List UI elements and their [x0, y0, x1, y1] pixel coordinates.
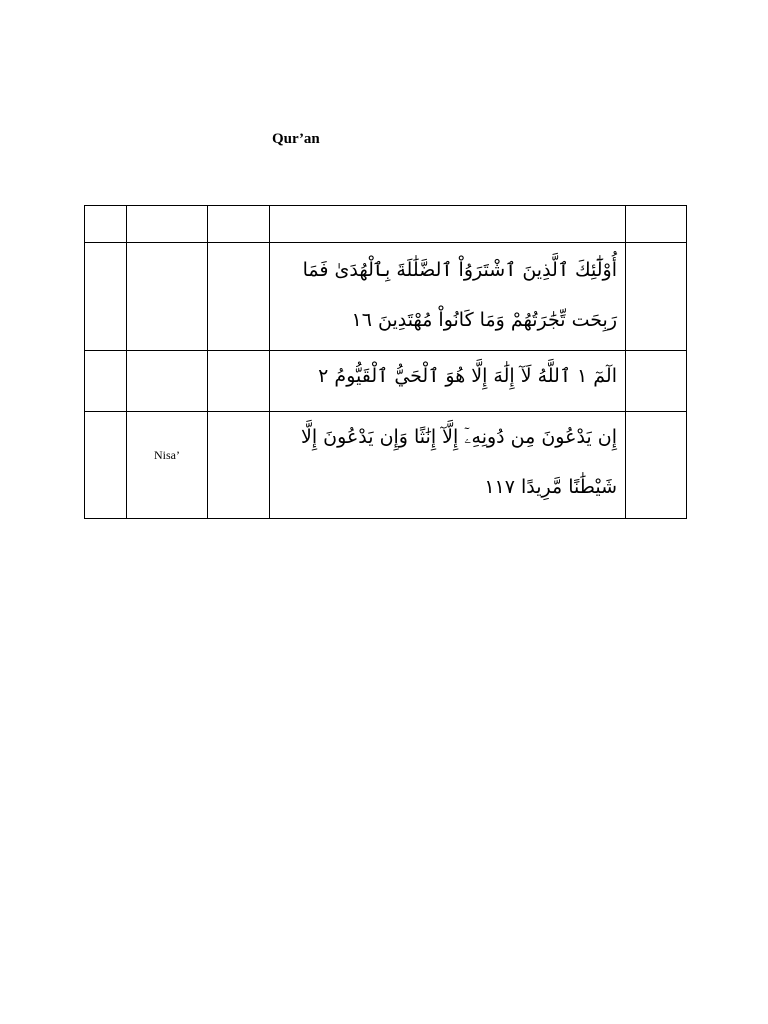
table-row [85, 351, 687, 412]
quran-verse-table [84, 205, 687, 519]
table-row [85, 243, 687, 351]
table-header-row [85, 206, 687, 243]
table-row [85, 412, 687, 519]
header-cell [85, 206, 127, 243]
verse-ref-cell [208, 243, 270, 351]
surah-name [127, 243, 207, 279]
notes-cell [626, 412, 687, 519]
surah-name: Nisa’ [154, 448, 180, 462]
verse-ref-cell [208, 351, 270, 412]
arabic-verse: إِن يَدْعُونَ مِن دُونِهِۦٓ إِلَّآ إِنَٰثًا وَإِن يَدْعُونَ إِلَّا شَيْطَٰنًا مَّرِيدًا ١١٧ [301, 426, 617, 498]
header-cell [127, 206, 208, 243]
notes-cell [626, 243, 687, 351]
number-cell [85, 243, 127, 351]
number-cell [85, 351, 127, 412]
surah-name [127, 351, 207, 387]
header-cell [270, 206, 626, 243]
arabic-cell [270, 243, 626, 351]
header-cell [208, 206, 270, 243]
surah-cell [127, 412, 208, 519]
arabic-verse: الٓمٓ ١ ٱللَّهُ لَآ إِلَٰهَ إِلَّا هُوَ ٱلْحَيُّ ٱلْقَيُّومُ ٢ [318, 365, 617, 387]
surah-cell [127, 351, 208, 412]
verse-ref-cell [208, 412, 270, 519]
arabic-verse: أُوْلَٰٓئِكَ ٱلَّذِينَ ٱشْتَرَوُاْ ٱلضَّلَٰلَةَ بِٱلْهُدَىٰ فَمَا رَبِحَت تِّجَٰرَتُهُمْ وَمَا كَانُواْ مُهْتَدِينَ ١٦ [302, 259, 617, 331]
surah-cell [127, 243, 208, 351]
number-cell [85, 412, 127, 519]
header-cell [626, 206, 687, 243]
arabic-cell [270, 412, 626, 519]
page-title: Qur’an [272, 131, 320, 147]
arabic-cell [270, 351, 626, 412]
notes-cell [626, 351, 687, 412]
